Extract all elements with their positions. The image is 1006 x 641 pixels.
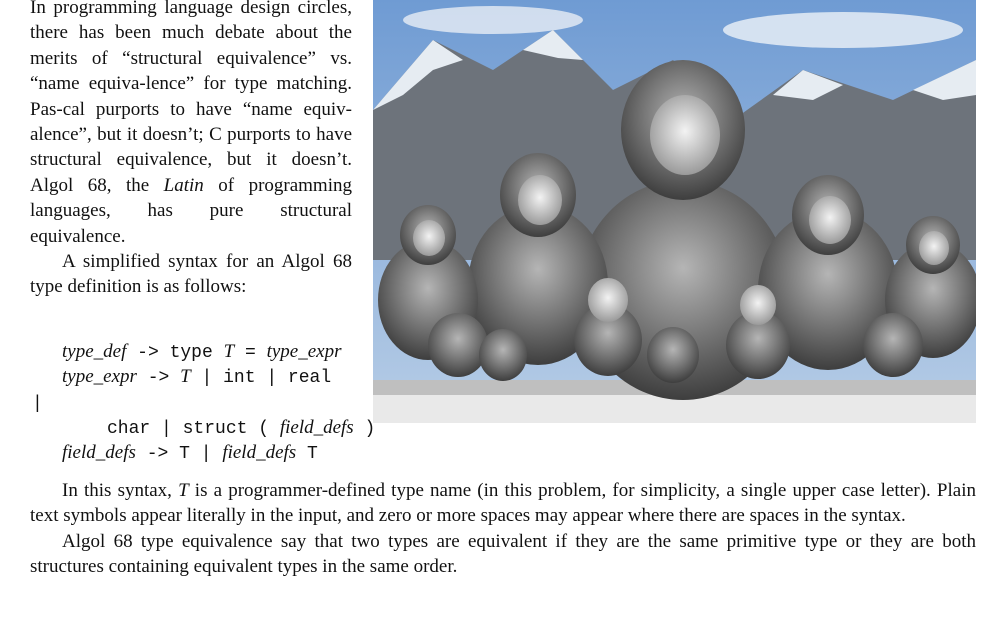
p1-text-end: of programming languages, has pure structural equivalence. [30,174,352,247]
terminal-text: -> T | [135,444,223,464]
nonterminal-field-defs: field_defs [279,417,354,438]
terminal-text: | [32,394,43,414]
syntax-line-char-struct [107,415,375,442]
p3-text-end: is a programmer-defined type name (in this problem, for simplicity, a single upper case letter). Plain text symbols appear literally in the input, and zero or more spaces may appear where there are spaces in the syntax. [30,480,976,527]
intro-text [30,0,352,300]
terminal-text: -> [136,368,181,388]
syntax-line-bar [32,390,43,417]
terminal-text: ) [353,419,376,439]
dolls-illustration [373,0,976,423]
paragraph-structural-equivalence [30,0,352,249]
type-name-T: T [180,366,191,387]
terminal-text: char | struct ( [107,419,280,439]
paragraph-syntax-intro: A simplified syntax for an Algol 68 type definition is as follows: [30,251,352,298]
p1-text: In programming language design circles, there has been much debate about the merits of “structural equivalence” vs. “name equiva-lence” for type matching. Pas-cal purports to have “name equiv-alence”, but it doesn’t; C purports to have structural equivalence, but it doesn’t. Algol 68, the [30,0,352,196]
nonterminal-type-def: type_def [62,341,127,362]
nonterminal-type-expr: type_expr [266,341,342,362]
terminal-text: | int | real [190,368,332,388]
paragraph-syntax-explanation [30,478,976,529]
matryoshka-dolls-photo [373,0,976,423]
syntax-line-type-expr [62,364,331,391]
terminal-text: T [296,444,318,464]
nonterminal-field-defs: field_defs [222,442,297,463]
p3-text: In this syntax, [62,480,179,501]
type-name-T: T [223,341,235,362]
nonterminal-field-defs: field_defs [62,442,136,463]
syntax-line-field-defs [62,440,318,467]
latin-emphasis: Latin [163,174,204,196]
type-name-T: T [178,480,189,501]
paragraph-algol-equivalence: Algol 68 type equivalence say that two types are equivalent if they are the same primitive type or they are both structures containing equivalent types in the same order. [30,530,976,578]
terminal-text: = [234,343,267,363]
nonterminal-type-expr: type_expr [62,366,137,387]
terminal-text: -> type [126,343,224,363]
syntax-line-type-def [62,339,341,366]
body-text [30,478,976,580]
